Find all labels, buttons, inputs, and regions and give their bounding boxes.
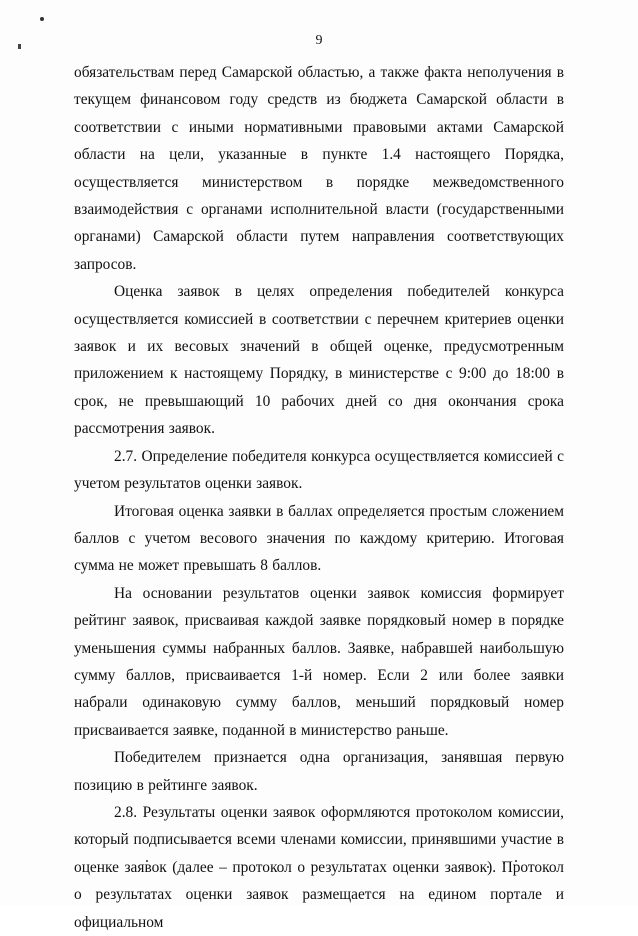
paragraph-2-8: 2.8. Результаты оценки заявок оформляются протоколом комиссии, который подписывается всеми членами комиссии, принявшими участие в оценке заявок (далее – протокол о результатах оценки заявок). Протокол о результатах оценки заявок размещается на едином портале и официальном	[74, 803, 564, 931]
paragraph-total-score: Итоговая оценка заявки в баллах определяется простым сложением баллов с учетом весового значения по каждому критерию. Итоговая сумма не может превышать 8 баллов.	[74, 502, 564, 575]
paragraph-2-7: 2.7. Определение победителя конкурса осуществляется комиссией с учетом результатов оценки заявок.	[74, 447, 564, 493]
scan-speck	[40, 17, 44, 21]
page-number: 9	[315, 33, 323, 48]
paragraph-winner: Победителем признается одна организация, занявшая первую позицию в рейтинге заявок.	[74, 749, 564, 794]
paragraph-continuation: обязательствам перед Самарской областью, а также факта неполучения в текущем финансовом году средств из бюджета Самарской области в соответствии с иными нормативными правовыми актами Самарской области на цели, указанные в пункте 1.4 настоящего Порядка, осуществляется министерством в порядке межведомственного взаимодействия с органами исполнительной власти (государственными органами) Самарской области путем направления соответствующих запросов.	[74, 64, 564, 273]
document-body	[74, 59, 564, 936]
paragraph-rating: На основании результатов оценки заявок комиссия формирует рейтинг заявок, присваивая каждой заявке порядковый номер в порядке уменьшения суммы набранных баллов. Заявке, набравшей наибольшую сумму баллов, присваивается 1-й номер. Если 2 или более заявки набрали одинаковую сумму баллов, меньший порядковый номер присваивается заявке, поданной в министерство раньше.	[74, 584, 564, 739]
paragraph-evaluation: Оценка заявок в целях определения победителей конкурса осуществляется комиссией в соответствии с перечнем критериев оценки заявок и их весовых значений в общей оценке, предусмотренным приложением к настоящему Порядку, в министерстве с 9:00 до 18:00 в срок, не превышающий 10 рабочих дней со дня окончания срока рассмотрения заявок.	[74, 283, 564, 438]
